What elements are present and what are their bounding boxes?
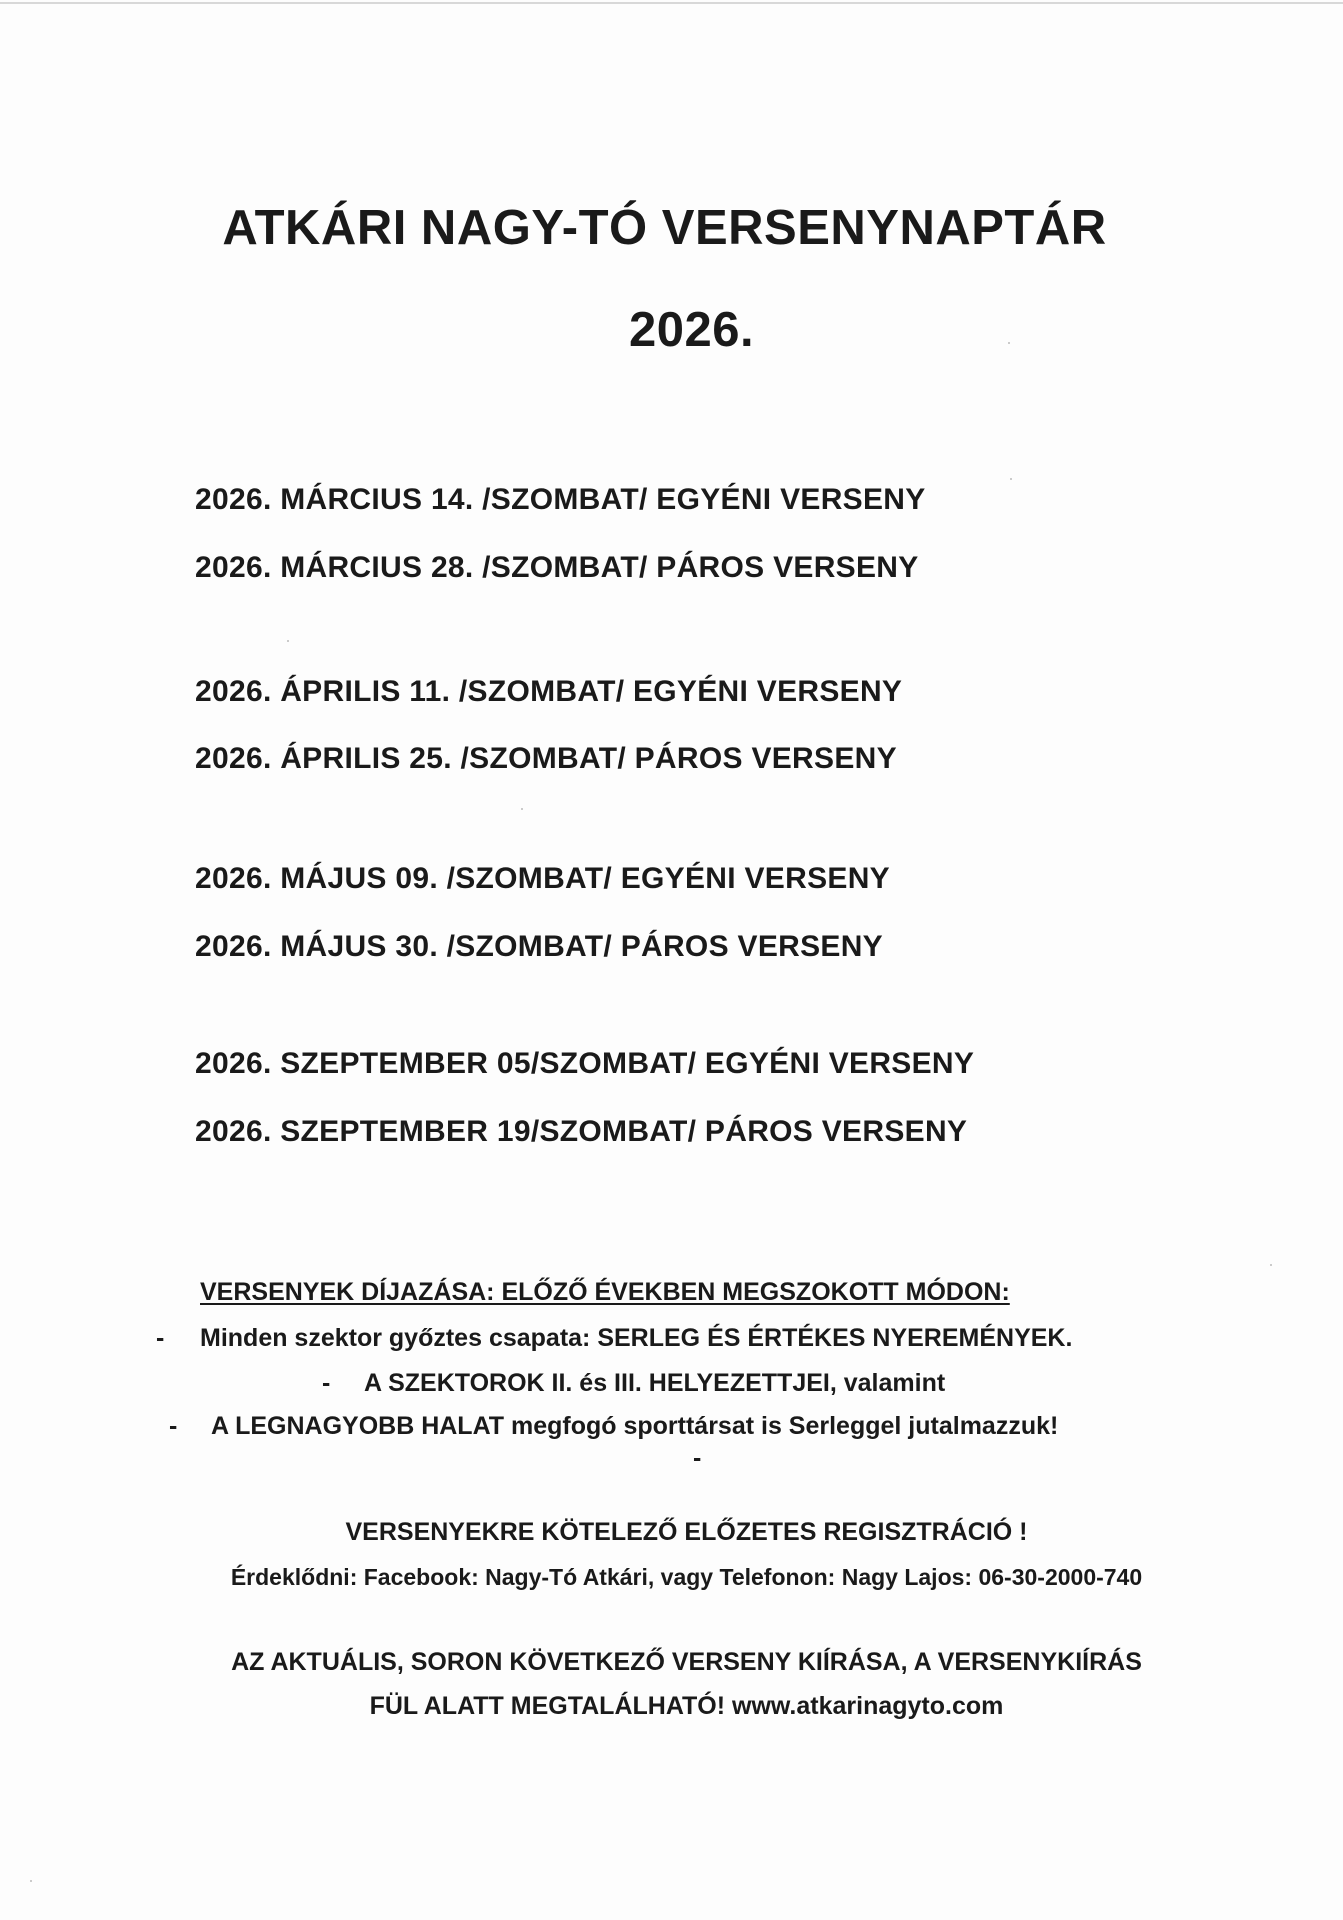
event-line: 2026. ÁPRILIS 25. /SZOMBAT/ PÁROS VERSENY bbox=[195, 742, 897, 775]
prizes-heading: VERSENYEK DÍJAZÁSA: ELŐZŐ ÉVEKBEN MEGSZOKOTT MÓDON: bbox=[200, 1278, 1010, 1306]
scan-speck bbox=[30, 1880, 32, 1882]
bullet-dash: - bbox=[322, 1369, 331, 1397]
registration-notice: VERSENYEKRE KÖTELEZŐ ELŐZETES REGISZTRÁCIÓ ! bbox=[345, 1518, 1028, 1546]
event-line: 2026. MÁRCIUS 14. /SZOMBAT/ EGYÉNI VERSENY bbox=[195, 483, 926, 516]
bullet-dash: - bbox=[693, 1444, 702, 1472]
announcement-line: AZ AKTUÁLIS, SORON KÖVETKEZŐ VERSENY KIÍRÁSA, A VERSENYKIÍRÁS bbox=[231, 1648, 1142, 1676]
prize-item-text: A SZEKTOROK II. és III. HELYEZETTJEI, valamint bbox=[364, 1369, 946, 1397]
event-line: 2026. ÁPRILIS 11. /SZOMBAT/ EGYÉNI VERSENY bbox=[195, 675, 903, 708]
event-line: 2026. SZEPTEMBER 19/SZOMBAT/ PÁROS VERSENY bbox=[195, 1115, 968, 1148]
prize-item-text: Minden szektor győztes csapata: SERLEG ÉS ÉRTÉKES NYEREMÉNYEK. bbox=[200, 1324, 1073, 1352]
prize-item-text: A LEGNAGYOBB HALAT megfogó sporttársat is Serleggel jutalmazzuk! bbox=[211, 1412, 1059, 1440]
page-title: ATKÁRI NAGY-TÓ VERSENYNAPTÁR bbox=[222, 201, 1107, 255]
bullet-dash: - bbox=[169, 1412, 178, 1440]
contact-line: Érdeklődni: Facebook: Nagy-Tó Atkári, vagy Telefonon: Nagy Lajos: 06-30-2000-740 bbox=[230, 1564, 1143, 1590]
prize-item bbox=[169, 1412, 1058, 1441]
event-line: 2026. MÁJUS 30. /SZOMBAT/ PÁROS VERSENY bbox=[195, 930, 883, 963]
bullet-dash: - bbox=[156, 1324, 165, 1352]
scan-speck bbox=[521, 808, 523, 810]
event-line: 2026. MÁJUS 09. /SZOMBAT/ EGYÉNI VERSENY bbox=[195, 862, 890, 895]
scan-speck bbox=[287, 640, 289, 642]
scan-speck bbox=[1010, 478, 1012, 480]
announcement-line: FÜL ALATT MEGTALÁLHATÓ! www.atkarinagyto.com bbox=[369, 1692, 1004, 1720]
event-line: 2026. MÁRCIUS 28. /SZOMBAT/ PÁROS VERSENY bbox=[195, 551, 919, 584]
event-line: 2026. SZEPTEMBER 05/SZOMBAT/ EGYÉNI VERSENY bbox=[195, 1047, 975, 1080]
scan-edge-line bbox=[0, 2, 1343, 4]
scan-speck bbox=[1008, 342, 1010, 344]
page-year: 2026. bbox=[628, 303, 755, 357]
prize-item bbox=[156, 1324, 1072, 1353]
prize-item bbox=[322, 1369, 945, 1398]
scan-speck bbox=[1270, 1264, 1272, 1266]
